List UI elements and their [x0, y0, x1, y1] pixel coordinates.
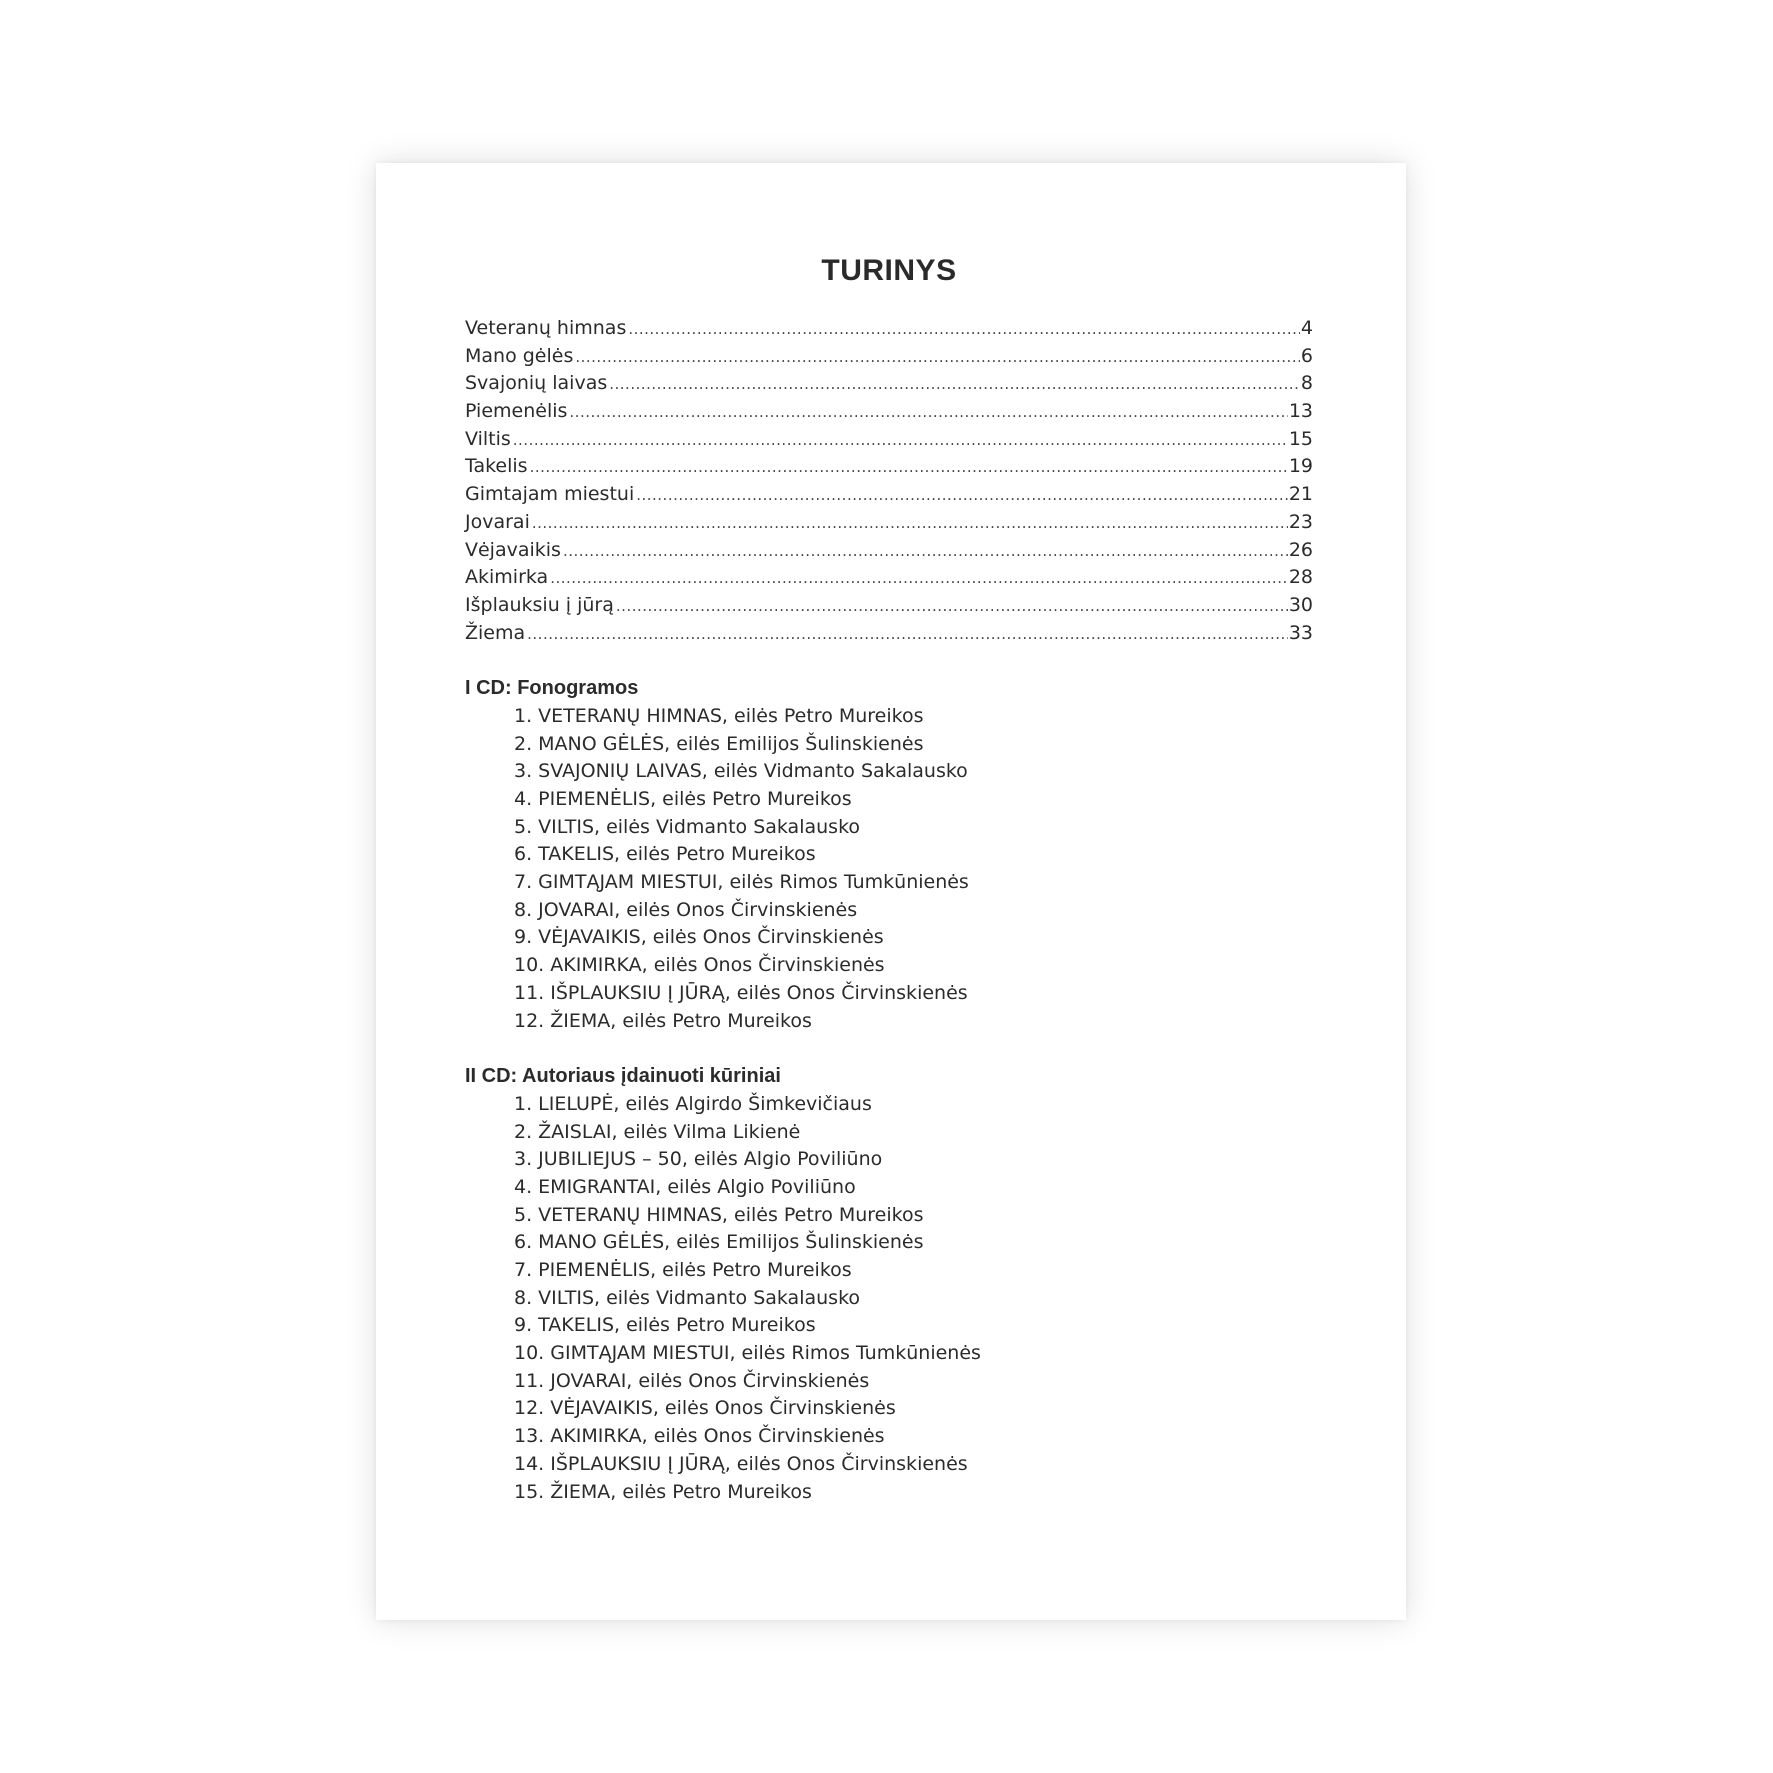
- toc-entry-title: Veteranų himnas: [465, 317, 627, 339]
- toc-dot-leader: [550, 565, 1288, 593]
- toc-dot-leader: [575, 344, 1300, 372]
- toc-entry: [465, 343, 1313, 371]
- toc-entry-title: Vėjavaikis: [465, 538, 561, 561]
- cd1-heading: I CD: Fonogramos: [465, 677, 639, 700]
- toc-dot-leader: [569, 399, 1287, 427]
- cd2-track-item: 14. IŠPLAUKSIU Į JŪRĄ, eilės Onos Čirvinskienės: [514, 1452, 968, 1475]
- cd1-track-item: 9. VĖJAVAIKIS, eilės Onos Čirvinskienės: [514, 926, 884, 949]
- toc-entry: [465, 537, 1313, 565]
- toc-entry: [465, 592, 1313, 620]
- cd1-track-item: 8. JOVARAI, eilės Onos Čirvinskienės: [514, 898, 858, 921]
- toc-dot-leader: [563, 538, 1288, 566]
- toc-entry-title: Takelis: [465, 455, 528, 478]
- toc-entry-page-number: 28: [1288, 566, 1313, 589]
- document-page: [376, 163, 1406, 1620]
- toc-entry-page-number: 13: [1288, 400, 1313, 423]
- toc-entry-title: Gimtajam miestui: [465, 483, 635, 506]
- toc-entry-page-number: 33: [1288, 621, 1313, 644]
- cd2-track-item: 1. LIELUPĖ, eilės Algirdo Šimkevičiaus: [514, 1092, 872, 1115]
- toc-dot-leader: [636, 482, 1288, 510]
- toc-entry-title: Svajonių laivas: [465, 372, 608, 395]
- toc-dot-leader: [513, 427, 1288, 455]
- cd1-track-item: 10. AKIMIRKA, eilės Onos Čirvinskienės: [514, 954, 885, 977]
- cd2-track-item: 13. AKIMIRKA, eilės Onos Čirvinskienės: [514, 1425, 885, 1448]
- toc-entry-title: Viltis: [465, 427, 511, 450]
- toc-dot-leader: [628, 316, 1300, 344]
- toc-entry-title: Jovarai: [465, 510, 530, 533]
- toc-entry: [465, 426, 1313, 454]
- cd1-track-item: 11. IŠPLAUKSIU Į JŪRĄ, eilės Onos Čirvinskienės: [514, 981, 968, 1004]
- toc-dot-leader: [530, 454, 1288, 482]
- toc-dot-leader: [532, 510, 1288, 538]
- toc-entry-page-number: 4: [1300, 317, 1313, 339]
- toc-entry-page-number: 21: [1288, 483, 1313, 506]
- toc-dot-leader: [616, 593, 1288, 621]
- cd1-track-list: [465, 703, 1313, 1035]
- cd1-track-item: 5. VILTIS, eilės Vidmanto Sakalausko: [514, 815, 861, 838]
- toc-entry-page-number: 8: [1300, 372, 1313, 395]
- cd1-track-item: 3. SVAJONIŲ LAIVAS, eilės Vidmanto Sakalausko: [514, 760, 968, 783]
- cd1-track-item: 1. VETERANŲ HIMNAS, eilės Petro Mureikos: [514, 704, 924, 727]
- cd2-track-item: 7. PIEMENĖLIS, eilės Petro Mureikos: [514, 1259, 852, 1282]
- page-title: TURINYS: [821, 254, 957, 287]
- toc-entry: [465, 564, 1313, 592]
- cd2-track-item: 2. ŽAISLAI, eilės Vilma Likienė: [514, 1120, 801, 1143]
- toc-entry: [465, 315, 1313, 343]
- table-of-contents: [465, 315, 1313, 647]
- toc-entry: [465, 370, 1313, 398]
- toc-entry: [465, 481, 1313, 509]
- toc-entry-page-number: 6: [1300, 344, 1313, 367]
- toc-entry: [465, 509, 1313, 537]
- cd2-track-item: 3. JUBILIEJUS – 50, eilės Algio Poviliūno: [514, 1148, 883, 1171]
- page-content: [465, 253, 1313, 1506]
- cd2-track-item: 12. VĖJAVAIKIS, eilės Onos Čirvinskienės: [514, 1397, 896, 1420]
- toc-dot-leader: [527, 621, 1288, 649]
- cd1-track-item: 6. TAKELIS, eilės Petro Mureikos: [514, 843, 816, 866]
- toc-entry-page-number: 26: [1288, 538, 1313, 561]
- toc-entry-title: Akimirka: [465, 566, 549, 589]
- toc-entry-page-number: 30: [1288, 593, 1313, 616]
- cd2-track-item: 8. VILTIS, eilės Vidmanto Sakalausko: [514, 1286, 861, 1309]
- cd2-track-item: 9. TAKELIS, eilės Petro Mureikos: [514, 1314, 816, 1337]
- toc-entry-page-number: 23: [1288, 510, 1313, 533]
- toc-entry: [465, 453, 1313, 481]
- toc-entry-title: Mano gėlės: [465, 344, 574, 367]
- toc-entry-page-number: 15: [1288, 427, 1313, 450]
- toc-entry: [465, 398, 1313, 426]
- cd1-track-item: 7. GIMTĄJAM MIESTUI, eilės Rimos Tumkūnienės: [514, 871, 969, 894]
- cd1-track-item: 4. PIEMENĖLIS, eilės Petro Mureikos: [514, 788, 852, 811]
- cd2-track-item: 4. EMIGRANTAI, eilės Algio Poviliūno: [514, 1175, 856, 1198]
- cd2-heading: II CD: Autoriaus įdainuoti kūriniai: [465, 1065, 781, 1088]
- cd2-track-item: 10. GIMTĄJAM MIESTUI, eilės Rimos Tumkūnienės: [514, 1342, 981, 1365]
- toc-entry-title: Žiema: [465, 621, 526, 644]
- cd2-track-item: 5. VETERANŲ HIMNAS, eilės Petro Mureikos: [514, 1203, 924, 1226]
- toc-entry: [465, 620, 1313, 648]
- cd1-track-item: 2. MANO GĖLĖS, eilės Emilijos Šulinskienės: [514, 732, 924, 755]
- cd1-track-item: 12. ŽIEMA, eilės Petro Mureikos: [514, 1009, 812, 1032]
- toc-dot-leader: [609, 371, 1300, 399]
- cd2-track-list: [465, 1091, 1313, 1506]
- cd2-track-item: 6. MANO GĖLĖS, eilės Emilijos Šulinskienės: [514, 1231, 924, 1254]
- toc-entry-title: Piemenėlis: [465, 400, 568, 423]
- cd2-track-item: 11. JOVARAI, eilės Onos Čirvinskienės: [514, 1369, 870, 1392]
- toc-entry-title: Išplauksiu į jūrą: [465, 593, 614, 616]
- toc-entry-page-number: 19: [1288, 455, 1313, 478]
- cd2-track-item: 15. ŽIEMA, eilės Petro Mureikos: [514, 1480, 812, 1503]
